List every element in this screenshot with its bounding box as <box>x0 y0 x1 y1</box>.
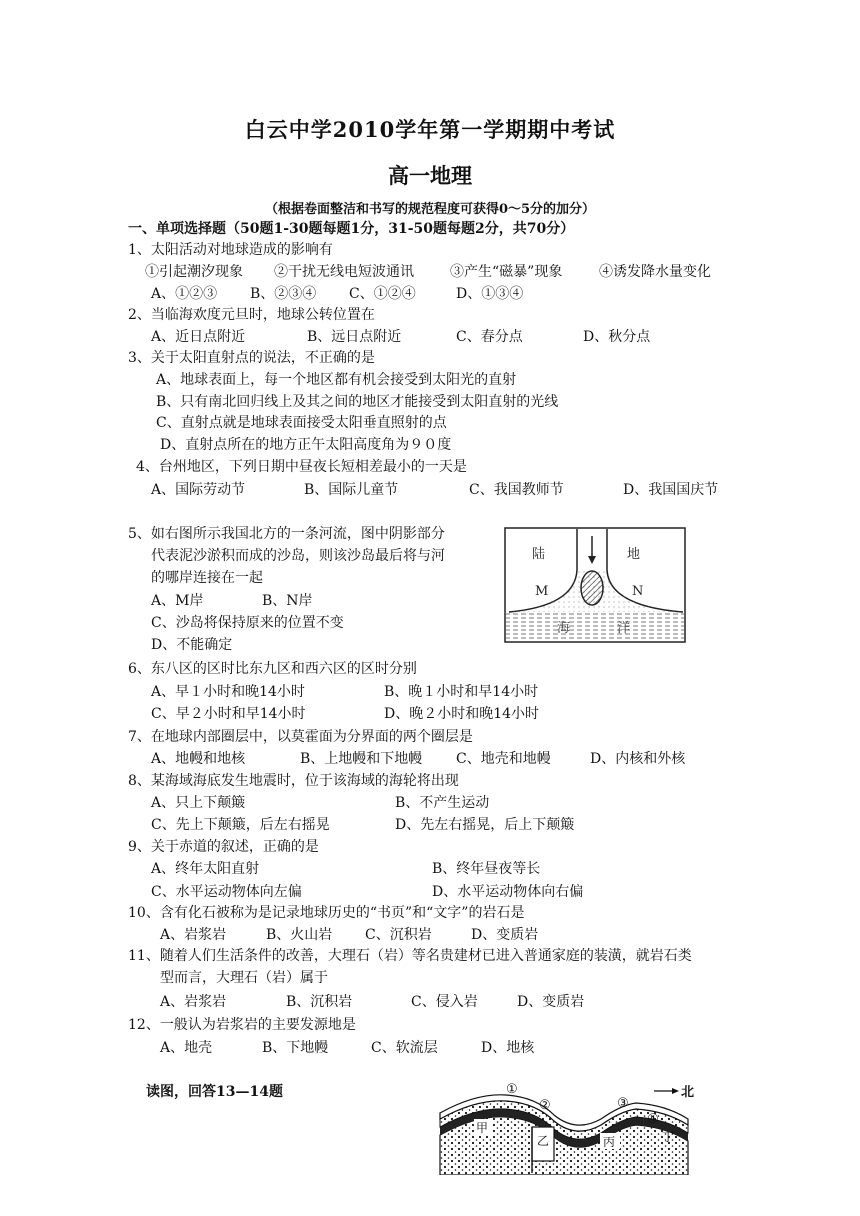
question-4-option-b: B、国际儿童节 <box>304 482 399 498</box>
sand-island <box>581 571 603 605</box>
question-5-stem-line: 代表泥沙淤积而成的沙岛，则该沙岛最后将与河 <box>151 548 445 564</box>
question-4-stem: 4、台州地区，下列日期中昼夜长短相差最小的一天是 <box>136 459 467 475</box>
marker-1: ① <box>506 1082 518 1097</box>
question-1-option-a: A、①②③ <box>151 286 218 302</box>
north-arrow-head <box>672 1088 679 1094</box>
question-1-option-d: D、①③④ <box>456 286 524 302</box>
question-6-stem: 6、东八区的区时比东九区和西六区的区时分别 <box>128 661 417 677</box>
question-9-stem: 9、关于赤道的叙述，正确的是 <box>128 839 319 855</box>
question-10-option-d: D、变质岩 <box>471 927 539 943</box>
marker-3: ③ <box>617 1096 629 1111</box>
question-12-option-d: D、地核 <box>481 1040 535 1056</box>
zone-bing-label: 丙 <box>603 1135 616 1149</box>
question-7-option-c: C、地壳和地幔 <box>456 751 551 767</box>
question-5-stem-line: 的哪岸连接在一起 <box>151 570 263 586</box>
question-6-option-a: A、早１小时和晚14小时 <box>151 684 305 700</box>
question-8-option-d: D、先左右摇晃，后上下颠簸 <box>395 817 575 833</box>
question-7-option-d: D、内核和外核 <box>590 751 686 767</box>
question-11-option-c: C、侵入岩 <box>411 994 478 1010</box>
question-11-option-d: D、变质岩 <box>517 994 585 1010</box>
subject-title: 高一地理 <box>388 163 472 188</box>
zone-jia-label: 甲 <box>476 1121 489 1135</box>
question-5-option-b: B、N岸 <box>262 593 313 609</box>
north-label: 北 <box>681 1085 695 1100</box>
question-2-option-a: A、近日点附近 <box>151 329 246 345</box>
question-2-stem: 2、当临海欢度元旦时，地球公转位置在 <box>128 307 375 323</box>
question-10-option-c: C、沉积岩 <box>365 927 432 943</box>
question-5-stem-line: 5、如右图所示我国北方的一条河流，图中阴影部分 <box>128 526 445 542</box>
rock-strata-figure <box>436 1075 696 1175</box>
question-12-option-a: A、地壳 <box>160 1040 213 1056</box>
question-8-stem: 8、某海域海底发生地震时，位于该海域的海轮将出现 <box>128 773 459 789</box>
question-10-option-b: B、火山岩 <box>266 927 333 943</box>
question-9-option-c: C、水平运动物体向左偏 <box>151 884 302 900</box>
read-figure-prompt: 读图，回答13—14题 <box>146 1084 283 1100</box>
question-2-option-b: B、远日点附近 <box>307 329 402 345</box>
question-11-option-a: A、岩浆岩 <box>160 994 227 1010</box>
question-12-option-c: C、软流层 <box>371 1040 438 1056</box>
question-4-option-c: C、我国教师节 <box>469 482 564 498</box>
question-10-stem: 10、含有化石被称为是记录地球历史的“书页”和“文字”的岩石是 <box>128 905 525 921</box>
question-3-option-d: D、直射点所在的地方正午太阳高度角为９０度 <box>160 437 452 453</box>
river-sandbar-figure <box>497 520 697 662</box>
question-4-option-a: A、国际劳动节 <box>151 482 246 498</box>
question-1-item: ①引起潮汐现象 <box>145 264 243 280</box>
question-8-option-c: C、先上下颠簸，后左右摇晃 <box>151 817 330 833</box>
question-6-option-c: C、早２小时和早14小时 <box>151 706 306 722</box>
question-1-item: ③产生“磁暴”现象 <box>450 264 563 280</box>
exam-title: 白云中学2010学年第一学期期中考试 <box>244 117 616 142</box>
land-right-label: 地 <box>627 547 641 562</box>
sea-label-1: 海 <box>557 621 571 636</box>
question-5-option-d: D、不能确定 <box>151 637 233 653</box>
question-9-option-a: A、终年太阳直射 <box>151 861 260 877</box>
question-6-option-d: D、晚２小时和晚14小时 <box>384 706 540 722</box>
question-8-option-a: A、只上下颠簸 <box>151 795 246 811</box>
question-7-option-b: B、上地幔和下地幔 <box>300 751 423 767</box>
sea-area <box>506 612 684 641</box>
question-4-option-d: D、我国国庆节 <box>623 482 719 498</box>
sea-label-2: 洋 <box>617 621 631 636</box>
bonus-note: （根据卷面整洁和书写的规范程度可获得0～5分的加分） <box>264 202 596 217</box>
question-7-stem: 7、在地球内部圈层中，以莫霍面为分界面的两个圈层是 <box>128 729 473 745</box>
question-8-option-b: B、不产生运动 <box>395 795 490 811</box>
question-3-option-a: A、地球表面上，每一个地区都有机会接受到太阳光的直射 <box>156 372 517 388</box>
question-3-option-c: C、直射点就是地球表面接受太阳垂直照射的点 <box>156 415 447 431</box>
question-9-option-d: D、水平运动物体向右偏 <box>432 884 584 900</box>
question-10-option-a: A、岩浆岩 <box>160 927 227 943</box>
question-1-item: ④诱发降水量变化 <box>599 264 711 280</box>
question-11-stem-line: 型而言，大理石（岩）属于 <box>160 970 328 986</box>
question-9-option-b: B、终年昼夜等长 <box>432 861 541 877</box>
bank-m-label: M <box>535 584 549 599</box>
zone-yi-label: 乙 <box>537 1134 550 1148</box>
question-2-option-d: D、秋分点 <box>583 329 651 345</box>
question-5-option-c: C、沙岛将保持原来的位置不变 <box>151 615 344 631</box>
bank-n-label: N <box>632 584 644 599</box>
question-3-stem: 3、关于太阳直射点的说法，不正确的是 <box>128 350 375 366</box>
zone-ding-label: 丁 <box>662 1130 675 1144</box>
question-5-option-a: A、M岸 <box>151 593 204 609</box>
question-7-option-a: A、地幔和地核 <box>151 751 246 767</box>
question-1-stem: 1、太阳活动对地球造成的影响有 <box>128 242 333 258</box>
question-3-option-b: B、只有南北回归线上及其之间的地区才能接受到太阳直射的光线 <box>156 394 559 410</box>
marker-2: ② <box>539 1098 551 1113</box>
question-2-option-c: C、春分点 <box>456 329 523 345</box>
question-12-option-b: B、下地幔 <box>262 1040 329 1056</box>
marker-4: ④ <box>647 1112 659 1127</box>
question-6-option-b: B、晚１小时和早14小时 <box>384 684 539 700</box>
question-1-item: ②干扰无线电短波通讯 <box>274 264 414 280</box>
question-12-stem: 12、一般认为岩浆岩的主要发源地是 <box>128 1017 356 1033</box>
section-heading: 一、单项选择题（50题1-30题每题1分，31-50题每题2分，共70分） <box>128 221 575 237</box>
question-1-option-c: C、①②④ <box>349 286 416 302</box>
question-11-stem-line: 11、随着人们生活条件的改善，大理石（岩）等名贵建材已进入普通家庭的装潢，就岩石类 <box>128 948 692 964</box>
question-1-option-b: B、②③④ <box>250 286 317 302</box>
question-11-option-b: B、沉积岩 <box>286 994 353 1010</box>
land-left-label: 陆 <box>532 547 546 562</box>
